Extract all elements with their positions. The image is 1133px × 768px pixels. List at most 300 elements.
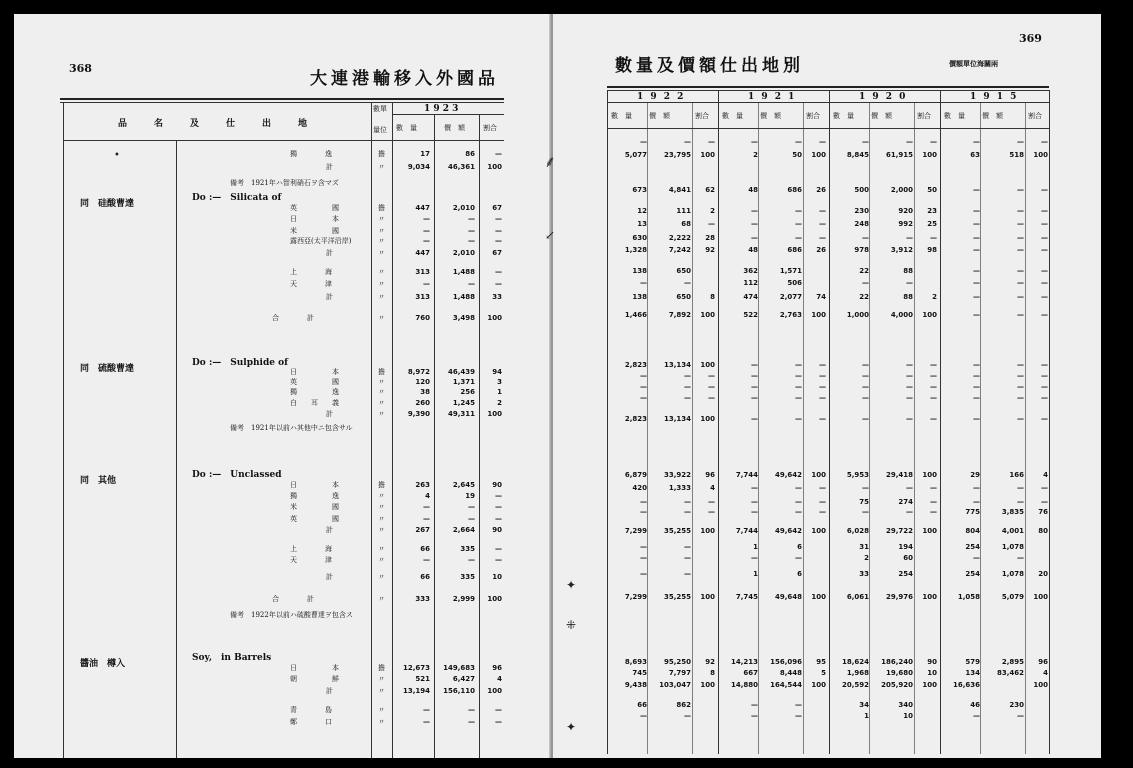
value-cell: 13,134: [663, 361, 691, 369]
destination-label: 天 津: [290, 280, 332, 288]
value-cell: —: [906, 415, 913, 423]
value-cell: —: [1017, 712, 1024, 720]
qty-cell: —: [751, 498, 758, 506]
value-cell: —: [684, 498, 691, 506]
page-number-left: 368: [69, 62, 92, 75]
left-page: 368 大連港輸移入外國品 品 名 及 仕 出 地 數單 量位 1 9 2 3 數 量 價 額 割合 • 獨 逸 擔 17 86 — 計 〃 9,034 46,361 100 備考 1921年ハ智利硝石ヲ含マズ 同 硅酸曹達 Do :— Silicata of 英 國 擔 447 2,010 67 日 本 〃 — — — 米 國 〃 — — — 露西亞(太平洋沿岸) 〃 — — — 計 〃 447 2,010 67 上 海 〃 313 1,488 — 天 津 〃 — — — 計 〃 313 1,488 33 合 計 〃 760 3,498 100 同 硫酸曹達 Do :— Sulphide of 日 本 擔 8,972 46,439 94 英 國 〃 120 1,371 3 獨 逸 〃 38 256 1 白 耳 義 〃 260 1,245 2 計 〃 9,390 49,311 100 備考 1921年以前ハ其他中ニ包含サル 同 其他 Do :— Unclassed 日 本 擔 263 2,645 90 獨 逸 〃 4 19 — 米 國 〃 — — — 英 國 〃 — — — 計 〃 267 2,664 90 上 海 〃 66 335 — 天 津 〃 — — — 計 〃 66 335 10 合 計 〃 333 2,999 100 備考 1922年以前ハ硫酸曹達ヲ包含ス 醬油 樽入 Soy, in Barrels 日 本 擔 12,673 149,683 96 朝 鮮 〃 521 6,427 4 計 〃 13,194 156,110 100 青 島 〃 — — — 鄭 口 〃 — — —: [14, 14, 550, 758]
value-cell: 19,680: [885, 669, 913, 677]
qty-cell: —: [751, 138, 758, 146]
year-header: 1 9 2 1: [748, 92, 797, 102]
qty-cell: 12: [637, 207, 647, 215]
unit-cell: 〃: [378, 293, 385, 301]
ratio-cell: —: [819, 484, 826, 492]
ratio-cell: —: [819, 383, 826, 391]
section-label: 同 硫酸曹達: [80, 364, 135, 374]
value-subheader: 價 額: [982, 112, 1003, 120]
ratio-cell: 100: [700, 311, 715, 319]
ratio-cell: —: [495, 503, 502, 511]
ratio-subheader: 割合: [806, 112, 820, 120]
year-header: 1 9 2 0: [859, 92, 908, 102]
destination-label: 日 本: [290, 215, 339, 223]
qty-cell: 7,299: [624, 593, 647, 601]
destination-label: 計: [326, 687, 333, 695]
value-cell: —: [684, 570, 691, 578]
qty-cell: 9,438: [624, 681, 647, 689]
value-cell: 33,922: [663, 471, 691, 479]
qty-cell: —: [973, 484, 980, 492]
unit-cell: 〃: [378, 503, 385, 511]
ratio-cell: —: [819, 415, 826, 423]
unit-cell: 〃: [378, 573, 385, 581]
value-cell: —: [1017, 138, 1024, 146]
qty-cell: —: [973, 311, 980, 319]
ratio-cell: 98: [927, 246, 937, 254]
value-cell: —: [795, 372, 802, 380]
qty-cell: —: [973, 383, 980, 391]
ratio-cell: 100: [487, 410, 502, 418]
ratio-cell: 100: [700, 681, 715, 689]
qty-cell: —: [862, 234, 869, 242]
value-cell: —: [684, 372, 691, 380]
qty-cell: —: [751, 554, 758, 562]
ratio-cell: 100: [700, 527, 715, 535]
qty-cell: 7,299: [624, 527, 647, 535]
ratio-cell: 1: [497, 388, 502, 396]
qty-cell: 522: [743, 311, 758, 319]
value-cell: —: [795, 484, 802, 492]
value-cell: 7,892: [668, 311, 691, 319]
destination-label: 獨 逸: [290, 388, 339, 396]
ratio-cell: —: [819, 220, 826, 228]
value-cell: —: [468, 706, 475, 714]
ratio-cell: —: [930, 372, 937, 380]
ratio-cell: 100: [811, 151, 826, 159]
unit-cell: 擔: [378, 368, 385, 376]
qty-cell: —: [423, 215, 430, 223]
qty-cell: —: [973, 498, 980, 506]
ratio-cell: 100: [811, 471, 826, 479]
qty-cell: 29: [970, 471, 980, 479]
qty-subheader: 數 量: [944, 112, 965, 120]
ratio-cell: 100: [487, 163, 502, 171]
ratio-cell: 90: [492, 526, 502, 534]
destination-label: 日 本: [290, 481, 339, 489]
unit-cell: 〃: [378, 388, 385, 396]
value-cell: —: [684, 543, 691, 551]
qty-cell: 1: [753, 543, 758, 551]
value-cell: —: [1017, 361, 1024, 369]
unit-note: 價額單位海關兩: [949, 59, 998, 68]
qty-cell: 804: [965, 527, 980, 535]
qty-cell: —: [973, 394, 980, 402]
destination-label: 日 本: [290, 664, 339, 672]
qty-cell: —: [640, 543, 647, 551]
qty-cell: 775: [965, 508, 980, 516]
section-english: Soy, in Barrels: [192, 653, 272, 663]
value-subheader: 價 額: [760, 112, 781, 120]
value-cell: 3,912: [890, 246, 913, 254]
qty-cell: —: [640, 138, 647, 146]
value-cell: 335: [460, 545, 475, 553]
qty-cell: 1: [753, 570, 758, 578]
qty-cell: 2,823: [624, 415, 647, 423]
qty-cell: —: [751, 372, 758, 380]
value-cell: —: [1017, 554, 1024, 562]
ratio-cell: 96: [1038, 658, 1048, 666]
year-group-divider: [1049, 90, 1050, 754]
qty-cell: 521: [415, 675, 430, 683]
unit-cell: 〃: [378, 410, 385, 418]
ratio-cell: 100: [487, 595, 502, 603]
ratio-cell: 100: [1033, 151, 1048, 159]
qty-cell: —: [423, 556, 430, 564]
value-cell: 88: [903, 293, 913, 301]
ratio-cell: —: [1041, 394, 1048, 402]
value-cell: —: [468, 227, 475, 235]
value-cell: —: [795, 220, 802, 228]
unit-cell: 〃: [378, 706, 385, 714]
qty-cell: 22: [859, 267, 869, 275]
value-cell: 254: [898, 570, 913, 578]
ratio-cell: —: [819, 372, 826, 380]
value-cell: 1,488: [452, 268, 475, 276]
ratio-cell: —: [1041, 267, 1048, 275]
value-cell: —: [906, 383, 913, 391]
qty-cell: 500: [854, 186, 869, 194]
qty-cell: 13: [637, 220, 647, 228]
value-cell: 60: [903, 554, 913, 562]
unit-cell: 〃: [378, 595, 385, 603]
value-cell: 23,795: [663, 151, 691, 159]
qty-cell: —: [973, 186, 980, 194]
destination-label: 合 計: [272, 595, 314, 603]
value-cell: —: [684, 554, 691, 562]
unit-cell: 〃: [378, 545, 385, 553]
value-cell: 3,498: [452, 314, 475, 322]
unit-cell: 〃: [378, 314, 385, 322]
ratio-cell: —: [819, 498, 826, 506]
value-cell: —: [1017, 267, 1024, 275]
qty-cell: 667: [743, 669, 758, 677]
ratio-cell: —: [708, 394, 715, 402]
destination-label: 計: [326, 573, 333, 581]
destination-label: 計: [326, 163, 333, 171]
value-cell: —: [795, 415, 802, 423]
value-cell: —: [1017, 207, 1024, 215]
ratio-cell: —: [1041, 186, 1048, 194]
qty-cell: —: [751, 383, 758, 391]
ratio-cell: 10: [927, 669, 937, 677]
qty-cell: —: [973, 246, 980, 254]
value-cell: —: [1017, 246, 1024, 254]
qty-cell: 333: [415, 595, 430, 603]
destination-label: 白 耳 義: [290, 399, 339, 407]
qty-cell: —: [862, 415, 869, 423]
ratio-cell: —: [1041, 498, 1048, 506]
value-cell: 2,763: [779, 311, 802, 319]
qty-cell: 254: [965, 543, 980, 551]
right-page: [553, 14, 1101, 758]
subcol-divider: [692, 102, 693, 754]
ratio-cell: —: [1041, 207, 1048, 215]
value-cell: —: [684, 138, 691, 146]
qty-cell: —: [862, 508, 869, 516]
ratio-cell: 100: [700, 151, 715, 159]
qty-cell: 138: [632, 267, 647, 275]
value-cell: —: [795, 394, 802, 402]
qty-cell: 260: [415, 399, 430, 407]
qty-cell: —: [862, 372, 869, 380]
qty-cell: 48: [748, 186, 758, 194]
ratio-cell: 67: [492, 204, 502, 212]
qty-cell: 7,744: [735, 527, 758, 535]
qty-cell: 18,624: [841, 658, 869, 666]
value-cell: —: [468, 503, 475, 511]
ratio-cell: 100: [922, 593, 937, 601]
value-cell: 49,311: [447, 410, 475, 418]
value-cell: 518: [1009, 151, 1024, 159]
ratio-cell: 23: [927, 207, 937, 215]
value-cell: 86: [465, 150, 475, 158]
qty-cell: 760: [415, 314, 430, 322]
qty-cell: 2: [753, 151, 758, 159]
ratio-cell: —: [1041, 279, 1048, 287]
qty-cell: 8,972: [407, 368, 430, 376]
book-spread: 368 大連港輸移入外國品 品 名 及 仕 出 地 數單 量位 1 9 2 3 數 量 價 額 割合 • 獨 逸 擔 17 86 — 計 〃 9,034 46,361 100 備考 1921年ハ智利硝石ヲ含マズ 同 硅酸曹達 Do :— Silicata of 英 國 擔 447 2,010 67 日 本 〃 — — — 米 國 〃 — — — 露西亞(太平洋沿岸) 〃 — — — 計 〃 447 2,010 67 上 海 〃 313 1,488 — 天 津 〃 — — — 計 〃 313 1,488 33 合 計 〃 760 3,498 100 同 硫酸曹達 Do :— Sulphide of 日 本 擔 8,972 46,439 94 英 國 〃 120 1,371 3 獨 逸 〃 38 256 1 白 耳 義 〃 260 1,245 2 計 〃 9,390 49,311 100 備考 1921年以前ハ其他中ニ包含サル 同 其他 Do :— Unclassed 日 本 擔 263 2,645 90 獨 逸 〃 4 19 — 米 國 〃 — — — 英 國 〃 — — — 計 〃 267 2,664 90 上 海 〃 66 335 — 天 津 〃 — — — 計 〃 66 335 10 合 計 〃 333 2,999 100 備考 1922年以前ハ硫酸曹達ヲ包含ス 醬油 樽入 Soy, in Barrels 日 本 擔 12,673 149,683 96 朝 鮮 〃 521 6,427 4 計 〃 13,194 156,110 100 青 島 〃 — — — 鄭 口 〃 — — — 369 數量及價額仕出地別 價額單位海關兩 1 9 2 2 數 量 價 額 割合 1 9 2 1 數 量 價 額 割合 1 9 2 0 數 量 價 額 割合 1 9 1 5 數 量 價 額 割合 — — — — — — — — — — — — 5,077 23,795 100 2 50 100 8,845 61,915 100 63 518 100 673 4,841 62 48 686 26 500 2,000 50 — — — 12 111 2 — — — 230 920 23 — — — 13 68 — — — — 248 992 25 — — — 630 2,222 28 — — — — — — — — — 1,328 7,242 92 48 686 26 978 3,912 98 — — — 138 650 362 1,571 22 88 — — — — — 112 506 — — — — — 138 650 8 474 2,077 74 22 88 2 — — — 1,466 7,892 100 522 2,763 100 1,000 4,000 100 — — — 2,823 13,134 100 — — — — — — — — — — — — — — — — — — — — — — — — — — — — — — — — — — — — — — — — — — — — — 2,823 13,134 100 — — — — — — — — — 6,879 33,922 96 7,744 49,642 100 5,953 29,418 100 29 166 4 420 1,333 4 — — — — — — — — — — — — — — — 75 274 — — — — — — — — — — — — — 775 3,835 76 7,299 35,255 100 7,744 49,642 100 6,028 29,722 100 804 4,001 80 — — 1 6 31 194 254 1,078 — — — — 2 60 — — — — 1 6 33 254 254 1,078 20 7,299 35,255 100 7,745 49,648 100 6,061 29,976 100 1,058 5,079 100 8,693 95,250 92 14,213 156,096 95 18,624 186,240 90 579 2,895 96 745 7,797 8 667 8,448 5 1,968 19,680 10 134 83,462 4 9,438 103,047 100 14,880 164,544 100 20,592 205,920 100 16,636 100 66 862 — — 34 340 46 230 — — — — 1 10 — — ⸙ ↙ ✦ ⁜ ✦: [0, 0, 1133, 768]
ratio-cell: —: [495, 545, 502, 553]
value-subheader: 價 額: [871, 112, 892, 120]
ratio-cell: —: [819, 361, 826, 369]
qty-cell: 1,968: [846, 669, 869, 677]
ratio-cell: 2: [932, 293, 937, 301]
qty-cell: —: [640, 508, 647, 516]
value-cell: —: [906, 372, 913, 380]
value-cell: 49,642: [774, 527, 802, 535]
qty-cell: —: [423, 503, 430, 511]
ratio-cell: 3: [497, 378, 502, 386]
unit-cell: 〃: [378, 249, 385, 257]
ratio-cell: —: [708, 220, 715, 228]
ratio-cell: 100: [1033, 681, 1048, 689]
unit-cell: 〃: [378, 378, 385, 386]
qty-cell: —: [751, 361, 758, 369]
qty-cell: 420: [632, 484, 647, 492]
value-cell: 1,371: [452, 378, 475, 386]
value-cell: 88: [903, 267, 913, 275]
ratio-cell: —: [930, 361, 937, 369]
qty-cell: 673: [632, 186, 647, 194]
qty-cell: 1,000: [846, 311, 869, 319]
qty-cell: 579: [965, 658, 980, 666]
value-cell: —: [906, 361, 913, 369]
ratio-cell: —: [1041, 234, 1048, 242]
ratio-cell: —: [1041, 293, 1048, 301]
qty-cell: —: [751, 712, 758, 720]
value-cell: 6,427: [452, 675, 475, 683]
value-cell: 4,001: [1001, 527, 1024, 535]
ratio-cell: —: [1041, 484, 1048, 492]
qty-cell: —: [751, 484, 758, 492]
subcol-divider: [1025, 102, 1026, 754]
qty-cell: 14,213: [730, 658, 758, 666]
ratio-cell: 76: [1038, 508, 1048, 516]
qty-cell: 630: [632, 234, 647, 242]
subcol-divider: [914, 102, 915, 754]
qty-cell: —: [640, 554, 647, 562]
ratio-cell: 100: [922, 527, 937, 535]
unit-cell: 〃: [378, 280, 385, 288]
value-cell: 61,915: [885, 151, 913, 159]
qty-cell: 447: [415, 204, 430, 212]
value-cell: —: [795, 361, 802, 369]
section-english: Do :— Sulphide of: [192, 358, 289, 368]
ratio-cell: 100: [922, 151, 937, 159]
unit-cell: 〃: [378, 163, 385, 171]
qty-cell: 120: [415, 378, 430, 386]
page-title-left: 大連港輸移入外國品: [310, 69, 499, 89]
value-cell: 1,333: [668, 484, 691, 492]
ratio-cell: 100: [811, 311, 826, 319]
value-cell: —: [684, 712, 691, 720]
qty-cell: 134: [965, 669, 980, 677]
value-cell: 156,096: [770, 658, 802, 666]
qty-cell: —: [751, 508, 758, 516]
qty-cell: 447: [415, 249, 430, 257]
ratio-cell: —: [708, 138, 715, 146]
value-cell: 8,448: [779, 669, 802, 677]
ratio-cell: —: [930, 234, 937, 242]
qty-cell: —: [751, 220, 758, 228]
value-cell: —: [795, 508, 802, 516]
qty-cell: 7,744: [735, 471, 758, 479]
subcol-divider: [647, 102, 648, 754]
value-cell: 103,047: [659, 681, 691, 689]
ratio-cell: 100: [922, 471, 937, 479]
value-cell: —: [1017, 293, 1024, 301]
value-cell: 230: [1009, 701, 1024, 709]
ratio-cell: 2: [497, 399, 502, 407]
ratio-cell: 100: [1033, 593, 1048, 601]
value-cell: —: [906, 234, 913, 242]
value-cell: 862: [676, 701, 691, 709]
qty-cell: 16,636: [952, 681, 980, 689]
value-cell: —: [684, 279, 691, 287]
ratio-cell: 92: [705, 246, 715, 254]
value-cell: 4,841: [668, 186, 691, 194]
destination-label: 獨 逸: [290, 150, 332, 158]
value-cell: 920: [898, 207, 913, 215]
destination-label: 獨 逸: [290, 492, 339, 500]
qty-cell: 1,058: [957, 593, 980, 601]
ratio-cell: —: [930, 383, 937, 391]
section-english: Do :— Unclassed: [192, 470, 282, 480]
destination-label: 上 海: [290, 268, 332, 276]
ratio-cell: —: [495, 227, 502, 235]
value-cell: 6: [797, 570, 802, 578]
value-cell: 686: [787, 186, 802, 194]
ratio-cell: —: [708, 498, 715, 506]
ratio-cell: 80: [1038, 527, 1048, 535]
value-cell: 650: [676, 293, 691, 301]
qty-cell: 6,061: [846, 593, 869, 601]
value-cell: —: [468, 215, 475, 223]
qty-cell: —: [751, 207, 758, 215]
qty-cell: 313: [415, 293, 430, 301]
value-cell: —: [684, 394, 691, 402]
unit-cell: 〃: [378, 515, 385, 523]
qty-subheader: 數 量: [611, 112, 632, 120]
ratio-cell: —: [1041, 220, 1048, 228]
qty-cell: —: [423, 706, 430, 714]
value-cell: 95,250: [663, 658, 691, 666]
qty-cell: —: [640, 498, 647, 506]
qty-cell: 8,845: [846, 151, 869, 159]
ratio-cell: 5: [821, 669, 826, 677]
qty-cell: 745: [632, 669, 647, 677]
qty-cell: 75: [859, 498, 869, 506]
qty-header: 數 量: [396, 124, 417, 132]
ratio-cell: 100: [700, 361, 715, 369]
value-cell: 256: [460, 388, 475, 396]
ratio-cell: 96: [492, 664, 502, 672]
section-label: 同 其他: [80, 476, 117, 486]
ratio-cell: 100: [811, 593, 826, 601]
qty-cell: 2,823: [624, 361, 647, 369]
value-cell: 29,722: [885, 527, 913, 535]
qty-cell: 6,879: [624, 471, 647, 479]
qty-cell: 66: [637, 701, 647, 709]
value-cell: —: [1017, 394, 1024, 402]
ratio-cell: —: [708, 508, 715, 516]
destination-label: 青 島: [290, 706, 332, 714]
value-cell: 35,255: [663, 593, 691, 601]
qty-cell: —: [973, 234, 980, 242]
value-cell: 2,664: [452, 526, 475, 534]
ratio-cell: —: [495, 268, 502, 276]
value-cell: 35,255: [663, 527, 691, 535]
ratio-cell: —: [495, 237, 502, 245]
qty-cell: 2: [864, 554, 869, 562]
value-cell: —: [1017, 498, 1024, 506]
value-cell: —: [1017, 372, 1024, 380]
destination-label: 英 國: [290, 204, 339, 212]
qty-cell: —: [973, 712, 980, 720]
destination-label: 露西亞(太平洋沿岸): [290, 237, 352, 245]
qty-cell: —: [640, 279, 647, 287]
qty-cell: —: [973, 138, 980, 146]
subcol-divider: [803, 102, 804, 754]
value-cell: 164,544: [770, 681, 802, 689]
destination-label: 英 國: [290, 378, 339, 386]
value-cell: 335: [460, 573, 475, 581]
value-cell: —: [468, 515, 475, 523]
qty-cell: 38: [420, 388, 430, 396]
destination-label: 計: [326, 293, 333, 301]
value-cell: —: [795, 383, 802, 391]
ratio-cell: 100: [922, 681, 937, 689]
value-cell: 1,078: [1001, 543, 1024, 551]
unit-cell: 擔: [378, 664, 385, 672]
subcol-divider: [980, 102, 981, 754]
value-cell: 4,000: [890, 311, 913, 319]
qty-cell: —: [973, 220, 980, 228]
qty-cell: 230: [854, 207, 869, 215]
year-header: 1 9 1 5: [970, 92, 1019, 102]
ratio-cell: —: [1041, 361, 1048, 369]
value-cell: 340: [898, 701, 913, 709]
qty-cell: 48: [748, 246, 758, 254]
destination-label: 英 國: [290, 515, 339, 523]
